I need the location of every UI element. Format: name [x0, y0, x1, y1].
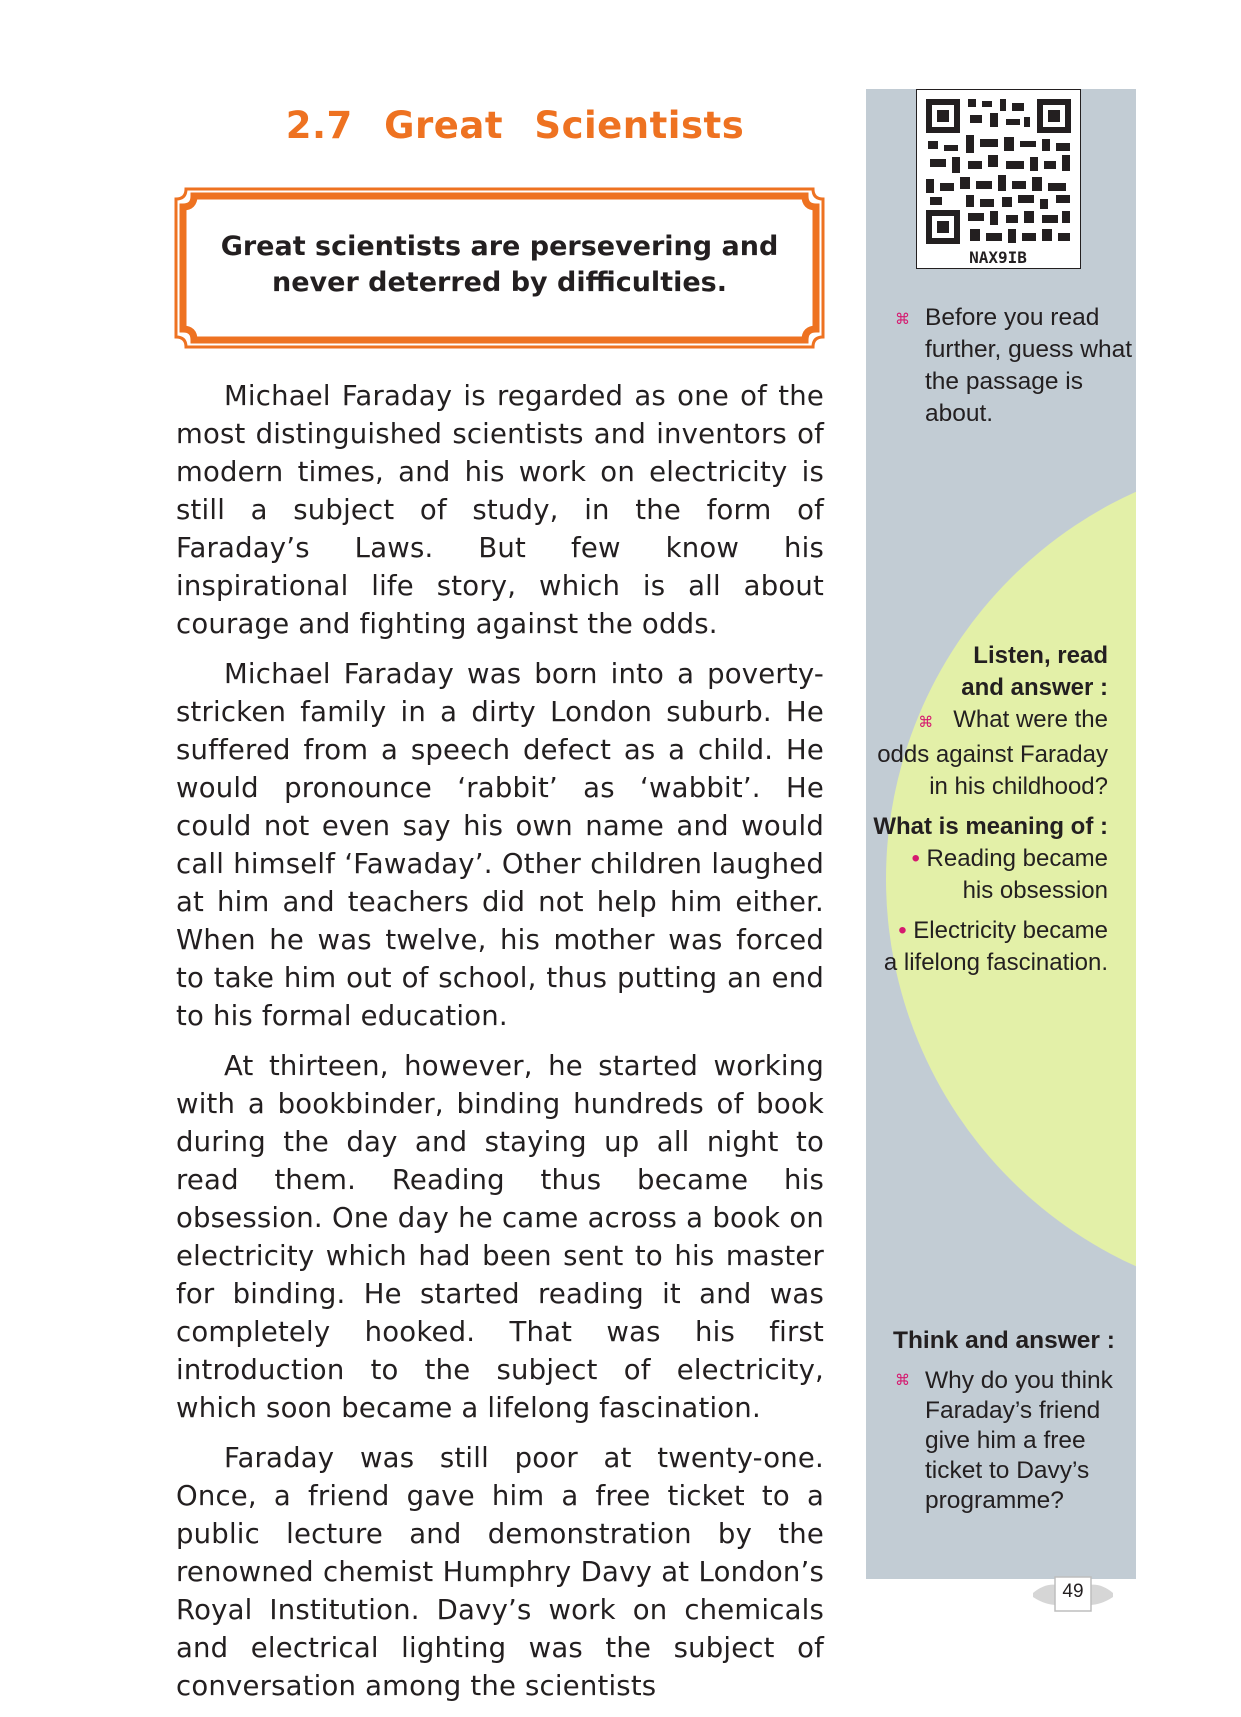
quote-text — [172, 229, 827, 301]
command-bullet-icon: ⌘ — [895, 311, 910, 328]
listen-question-line-1: ⌘ What were the — [918, 706, 1108, 733]
meaning-item-1b: his obsession — [962, 877, 1108, 904]
body-text — [176, 377, 824, 1717]
meaning-heading: What is meaning of : — [873, 813, 1108, 840]
meaning-item-2a: • Electricity became — [898, 917, 1108, 944]
page-number-text: 49 — [1062, 1581, 1084, 1602]
paragraph-2: Michael Faraday was born into a poverty-stricken family in a dirty London suburb. He suffered from a speech defect as a child. He would pronounce ‘rabbit’ as ‘wabbit’. He could not even say his own name and would call himself ‘Fawaday’. Other children laughed at him and teachers did not help him either. When he was twelve, his mother was forced to take him out of school, thus putting an end to his formal education. — [176, 658, 824, 1032]
section-title: 2.7 Great Scientists — [285, 104, 745, 147]
quote-line-1: Great scientists are persevering and — [220, 231, 779, 262]
meaning-item-2b: a lifelong fascination. — [883, 949, 1108, 976]
think-and-answer — [895, 1326, 1135, 1516]
paragraph-4: Faraday was still poor at twenty-one. Once, a friend gave him a free ticket to a public lecture and demonstration by the renowned chemist Humphry Davy at London’s Royal Institution. Davy’s work on chemicals and electrical lighting was the subject of conversation among the scientists — [176, 1442, 824, 1702]
listen-heading-2: and answer : — [961, 674, 1108, 701]
paragraph-1: Michael Faraday is regarded as one of the most distinguished scientists and inventors of modern times, and his work on electricity is still a subject of study, in the form of Faraday’s Laws. But few know his inspirational life story, which is all about courage and fighting against the odds. — [176, 380, 824, 640]
listen-question-line-3: in his childhood? — [929, 773, 1108, 800]
think-question: Why do you think Faraday’s friend give him a free ticket to Davy’s programme? — [925, 1367, 1113, 1514]
paragraph-3: At thirteen, however, he started working with a bookbinder, binding hundreds of book during the day and staying up all night to read them. Reading thus became his obsession. One day he came across a book on electricity which had been sent to his master for binding. He started reading it and was completely hooked. That was his first introduction to the subject of electricity, which soon became a lifelong fascination. — [176, 1050, 824, 1424]
listen-question-line-2: odds against Faraday — [877, 741, 1108, 768]
dot-bullet-icon: • — [898, 917, 907, 944]
meaning-item-1a: • Reading became — [911, 845, 1108, 872]
quote-line-2: never deterred by difficulties. — [272, 267, 727, 298]
think-heading: Think and answer : — [893, 1327, 1115, 1354]
qr-label: NAX9IB — [969, 248, 1027, 267]
before-read-text: Before you read further, guess what the passage is about. — [925, 304, 1133, 427]
before-read-note — [895, 302, 1135, 430]
page-number — [1033, 1575, 1113, 1615]
qr-code — [916, 89, 1081, 269]
listen-read-answer — [840, 640, 1108, 979]
command-bullet-icon: ⌘ — [918, 714, 934, 731]
command-bullet-icon: ⌘ — [895, 1372, 910, 1389]
listen-heading-1: Listen, read — [973, 642, 1108, 669]
dot-bullet-icon: • — [911, 845, 920, 872]
